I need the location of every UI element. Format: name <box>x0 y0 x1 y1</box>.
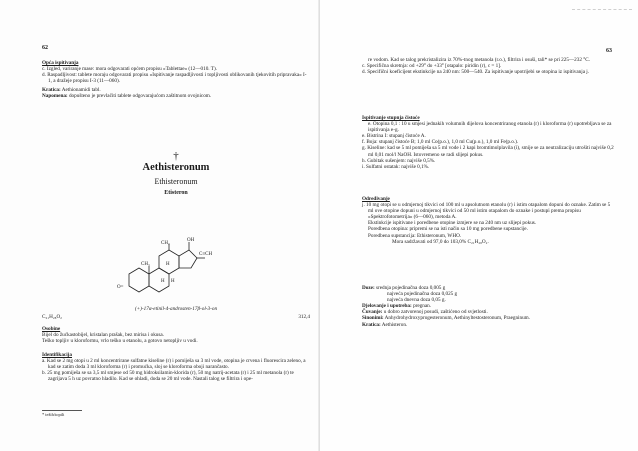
chem-ch3-left: CH₃ <box>141 262 150 267</box>
right-page <box>320 0 638 451</box>
left-page-number: 62 <box>42 45 48 51</box>
right-kratica-label: Kratica: <box>362 321 381 328</box>
stupanj-item-0: e. Otopina 0,1 : 10 u smjesi jednakih volumnih dijelova koncentriranog etanola (r) i kloroforma (r) upotrebljava se za ispitivanja e-g. <box>368 121 612 134</box>
stupanj-item-2: f. Boja: stupanj čistoće B; 1,0 ml Co(p.o.), 1,0 ml Cu(p.o.), 1,0 ml Fe(p.o.). <box>362 139 519 146</box>
ring-a <box>129 268 149 292</box>
napomena <box>42 93 310 99</box>
ident-item-a: a. Kad se 2 mg otopi u 2 ml koncentrirane sulfatne kiseline (r) i pomiješa sa 3 ml vode, otopina je crvena i fluorescira zeleno, a kad se zatim doda 3 ml kloroforma (r) i promućka, sloj se kloroforma oboji narančasto. <box>42 358 306 371</box>
sinonimi-label: Sinonimi: <box>362 315 384 322</box>
header-dash <box>572 9 632 10</box>
intro-item-c: c. Specifična skretnja: od +29° do +33° [otapalo: piridin (r), c = 1]. <box>362 63 502 70</box>
osobine-line-1: Bijel do žućkastobijel, kristalan prašak, bez mirisa i okusa. <box>42 332 165 339</box>
odredj-item-4: Mora sadržavati od 97,0 do 103,0% C₂₁H₂₈O₂. <box>392 238 489 245</box>
stupanj-item-4: h. Gubitak sušenjem: najviše 0,5%. <box>362 157 436 164</box>
iupac-name: (+)-17α-etinil-4-androsten-17β-ol-3-on <box>134 306 218 312</box>
chem-h-1: H <box>166 262 170 267</box>
doze-value-3: najveća dnevna doza 0,05 g. <box>387 297 446 304</box>
cuvanje-value: u dobro zatvorenoj posudi, zaštićeno od svjetlosti. <box>383 309 488 316</box>
left-kratica-value: Aethionamidi tabl. <box>61 87 101 94</box>
right-kratica-value: Aethisteron. <box>381 321 408 328</box>
formula-row <box>42 314 310 320</box>
opca-heading: Opća ispitivanja <box>42 60 79 66</box>
odredj-item-2: Poredbena otopina: pripremi se na isti način sa 10 mg poredbene supstancije. <box>368 226 528 233</box>
intro-continuation: re vodom. Kad se talog prekristalizira iz 70%-tnog metanola (r.o.), filtrira i osuši, tali* se pri 225—232 °C. <box>368 57 591 63</box>
ident-section <box>42 352 310 382</box>
ident-item-b: b. 25 mg pomiješa se sa 3,5 ml smjese od 50 mg hidroksilamin-klorida (r), 50 mg natrij-acetata (r) i 25 ml metanola (r) te zagrijava 5 h uz povratno hladilo. Kad se ohladi, doda se 20 ml vode. Nastali talog se filtrira i ope- <box>42 370 294 383</box>
ident-heading: Identifikacija <box>42 352 72 358</box>
monograph-header <box>42 150 310 196</box>
doze-label: Doze: <box>362 285 375 291</box>
intro-item-d: d. Specifični koeficijent ekstinkcije na 240 nm: 500—540. Za ispitivanje upotrijebi se otopina iz ispitivanja j. <box>362 69 590 76</box>
dagger-mark: † <box>173 150 179 162</box>
djelovanje-value: pregnan. <box>413 303 432 310</box>
ring-d <box>179 250 197 268</box>
doze-value-2: najveća pojedinačna doza 0,025 g <box>387 291 458 298</box>
opca-item-d: d. Raspadljivost: tablete moraju odgovarati propisu »Ispitivanje raspadljivosti i topljivosti oblikovanih tjekovitih pripravaka« I-1, a dražeje propisu I-3 (11—060). <box>42 72 307 85</box>
molecular-weight: 312,4 <box>298 314 310 320</box>
opca-section <box>42 60 310 100</box>
osobine-heading: Osobine <box>42 326 61 332</box>
molecular-formula: C₂₁H₂₈O₂ <box>42 314 62 320</box>
opca-item-c: c. Izgled, variranje mase: mora odgovarati općem propisu »Tablettae« (12—010. T). <box>42 66 217 73</box>
chem-ketone-o: O= <box>117 285 124 290</box>
monograph-subtitle: Ethisteronum <box>154 177 198 186</box>
stupanj-item-3: g. Kiseline: kad se 5 ml pomiješa sa 5 ml vode i 2 kapi bromtimolplavila (i), smije se za neutralizaciju utrošiti najviše 0,2 ml 0,01 mol/l NaOH. Istovremeno se radi slijepi pokus. <box>362 145 614 158</box>
chem-ch3-top: CH₃ <box>161 241 170 246</box>
odredj-item-3: Poredbena supstancija: Ethisteronum, WHO. <box>368 232 462 239</box>
footnote-rule <box>42 410 82 411</box>
ring-b <box>149 268 169 292</box>
osobine-line-2: Teško topljiv u kloroformu, vrlo teško u etanolu, a gotovo netopljiv u vodi. <box>42 338 198 345</box>
chem-oh: OH <box>187 238 195 243</box>
stupanj-section <box>362 115 614 170</box>
napomena-value: dopušteno je prevlačiti tablete odgovarajućom zaštitnom ovojnicom. <box>68 93 212 100</box>
sinonimi-value: Anhydrohydroxyprogesteronum, Aethinyltestosteronum, Praegninum. <box>384 315 531 322</box>
structural-formula <box>105 236 215 306</box>
odredj-item-0: j. 10 mg otopi se u odmjernoj tikvici od 100 ml u apsolutnom etanolu (r) i istim otapalom dopuni do oznake. Zatim se 5 ml ove otopine dopuni u odmjernoj tikvici od 50 ml istim otapalom do oznake i postupi prema propisu »Spektrofotometrija« (6—060), metoda A. <box>362 202 611 221</box>
chem-h-3: H <box>171 279 175 284</box>
djelovanje-label: Djelovanje i upotreba: <box>362 303 412 310</box>
doze-value-1: srednja pojedinačna doza 0,005 g <box>375 285 446 291</box>
footnote: * težih/topili <box>42 412 65 417</box>
chem-alkyne: C≡CH <box>199 252 213 257</box>
odredj-section <box>362 196 614 245</box>
right-kratica-line <box>362 322 614 328</box>
stupanj-item-5: i. Sulfatni ostatak: najviše 0,1%. <box>362 163 430 170</box>
osobine-section <box>42 326 310 344</box>
doze-section <box>362 285 614 328</box>
napomena-label: Napomena: <box>42 93 68 100</box>
right-intro <box>362 57 614 75</box>
odredj-heading: Određivanje <box>362 196 390 202</box>
monograph-title: Aethisteronum <box>142 162 210 173</box>
stupanj-item-1: e. Bistrina I: stupanj čistoće A. <box>362 133 426 140</box>
right-page-number: 63 <box>606 48 612 54</box>
stupanj-heading: Ispitivanje stupnja čistoće <box>362 115 420 121</box>
chem-h-2: H <box>161 279 165 284</box>
left-kratica-label: Kratica: <box>42 87 61 94</box>
monograph-subtitle-2: Etisteron <box>164 190 188 196</box>
odredj-item-1: Ekstinkcije ispitivane i poredbene otopine izmjere se na 240 nm uz slijepi pokus. <box>368 220 537 227</box>
cuvanje-label: Čuvanje: <box>362 309 383 316</box>
